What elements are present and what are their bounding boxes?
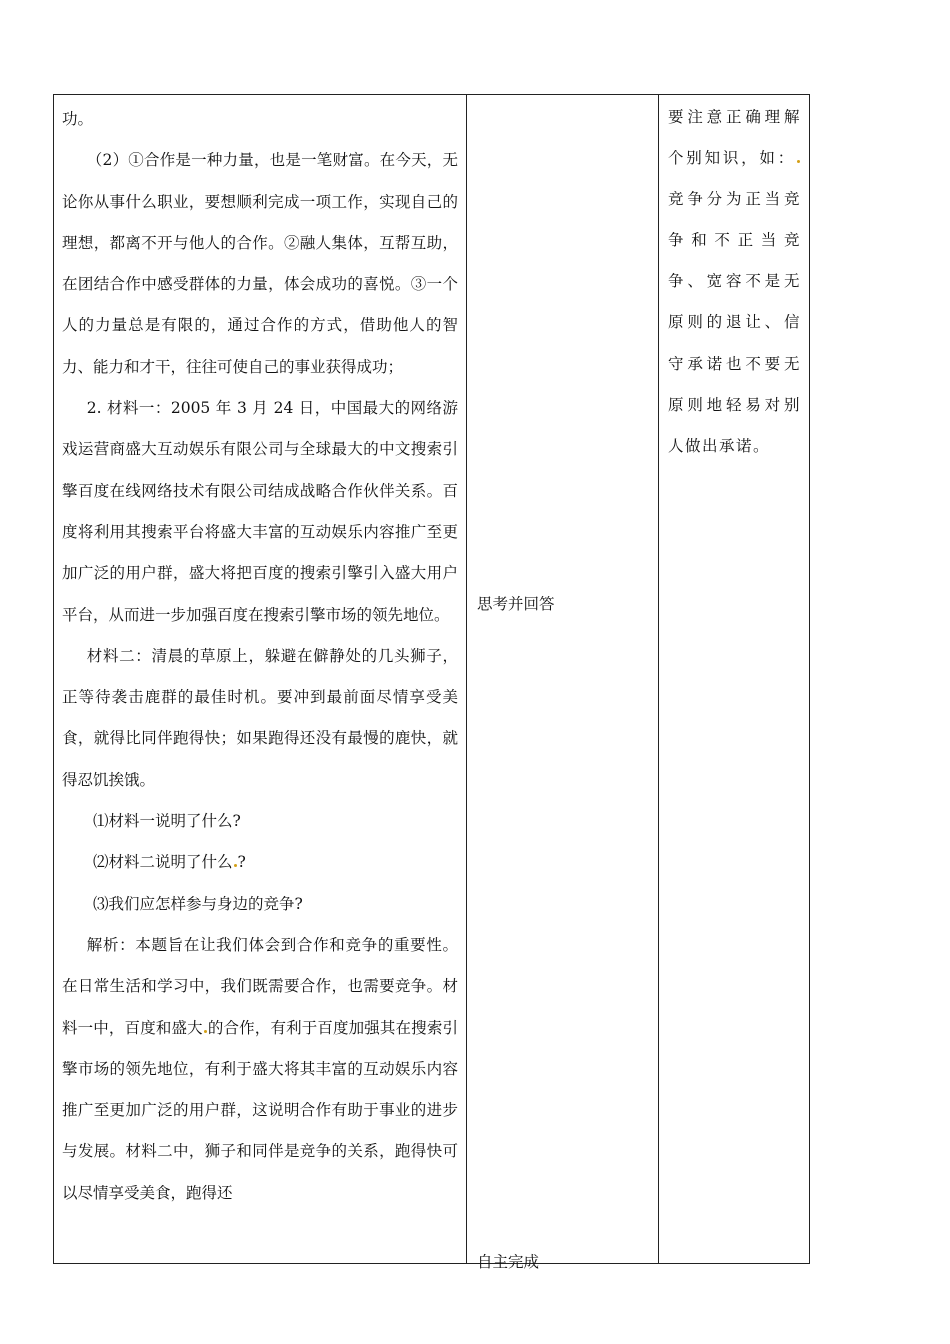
- notes-column: [659, 95, 809, 1263]
- activity-label-self: 自主完成: [477, 1253, 540, 1271]
- content-column: [54, 95, 467, 1263]
- notes-text-a: 要注意正确理解个别知识，如：: [668, 108, 801, 168]
- question-2-text: ⑵材料二说明了什么: [93, 853, 233, 872]
- analysis-paragraph: [62, 925, 458, 1214]
- mark-dot-icon: [797, 160, 800, 163]
- mark-dot-icon: [234, 864, 237, 867]
- lesson-table: [53, 94, 810, 1271]
- activity-label-think: 思考并回答: [477, 595, 555, 613]
- content-paragraph-2: 2. 材料一：2005 年 3 月 24 日，中国最大的网络游戏运营商盛大互动娱乐有限公司与全球最大的中文搜索引擎百度在线网络技术有限公司结成战略合作伙伴关系。百度将利用其搜索平台将盛大丰富的互动娱乐内容推广至更加广泛的用户群，盛大将把百度的搜索引擎引入盛大用户平台，从而进一步加强百度在搜索引擎市场的领先地位。: [62, 399, 458, 624]
- analysis-text-c: 的合作，有利于百度加强其在搜索引擎市场的领先地位，有利于盛大将其丰富的互动娱乐内容推广至更加广泛的用户群，这说明合作有助于事业的进步与发展。材料二中，狮子和同伴是竞争的关系，跑得快可以尽情享受美食，跑得还: [62, 1018, 458, 1202]
- analysis-text-a: 解析：本题旨在让我们体会到合作和竞争的重要性。在日常生活和学习中，我们既需要合作，也需要竞争。材料一中，百度和盛: [62, 935, 458, 1037]
- content-paragraph-0: 功。: [62, 110, 94, 128]
- question-2-end: ?: [237, 853, 246, 872]
- question-1: ⑴材料一说明了什么?: [93, 812, 241, 831]
- question-3: ⑶我们应怎样参与身边的竞争?: [93, 894, 303, 913]
- mark-dot-icon: [204, 1030, 207, 1033]
- activity-column: [467, 95, 659, 1271]
- analysis-text-b: 大: [187, 1018, 203, 1037]
- question-2: [62, 842, 458, 883]
- notes-text-b: 竞争分为正当竞争和不正当竞争、宽容不是无原则的退让、信守承诺也不要无原则地轻易对别人做出承诺。: [668, 190, 801, 455]
- content-paragraph-3: 材料二：清晨的草原上，躲避在僻静处的几头狮子，正等待袭击鹿群的最佳时机。要冲到最前面尽情享受美食，就得比同伴跑得快；如果跑得还没有最慢的鹿快，就得忍饥挨饿。: [62, 646, 458, 789]
- content-paragraph-1: （2）①合作是一种力量，也是一笔财富。在今天，无论你从事什么职业，要想顺利完成一项工作，实现自己的理想，都离不开与他人的合作。②融人集体，互帮互助，在团结合作中感受群体的力量，体会成功的喜悦。③一个人的力量总是有限的，通过合作的方式，借助他人的智力、能力和才干，往往可使自己的事业获得成功；: [62, 151, 458, 376]
